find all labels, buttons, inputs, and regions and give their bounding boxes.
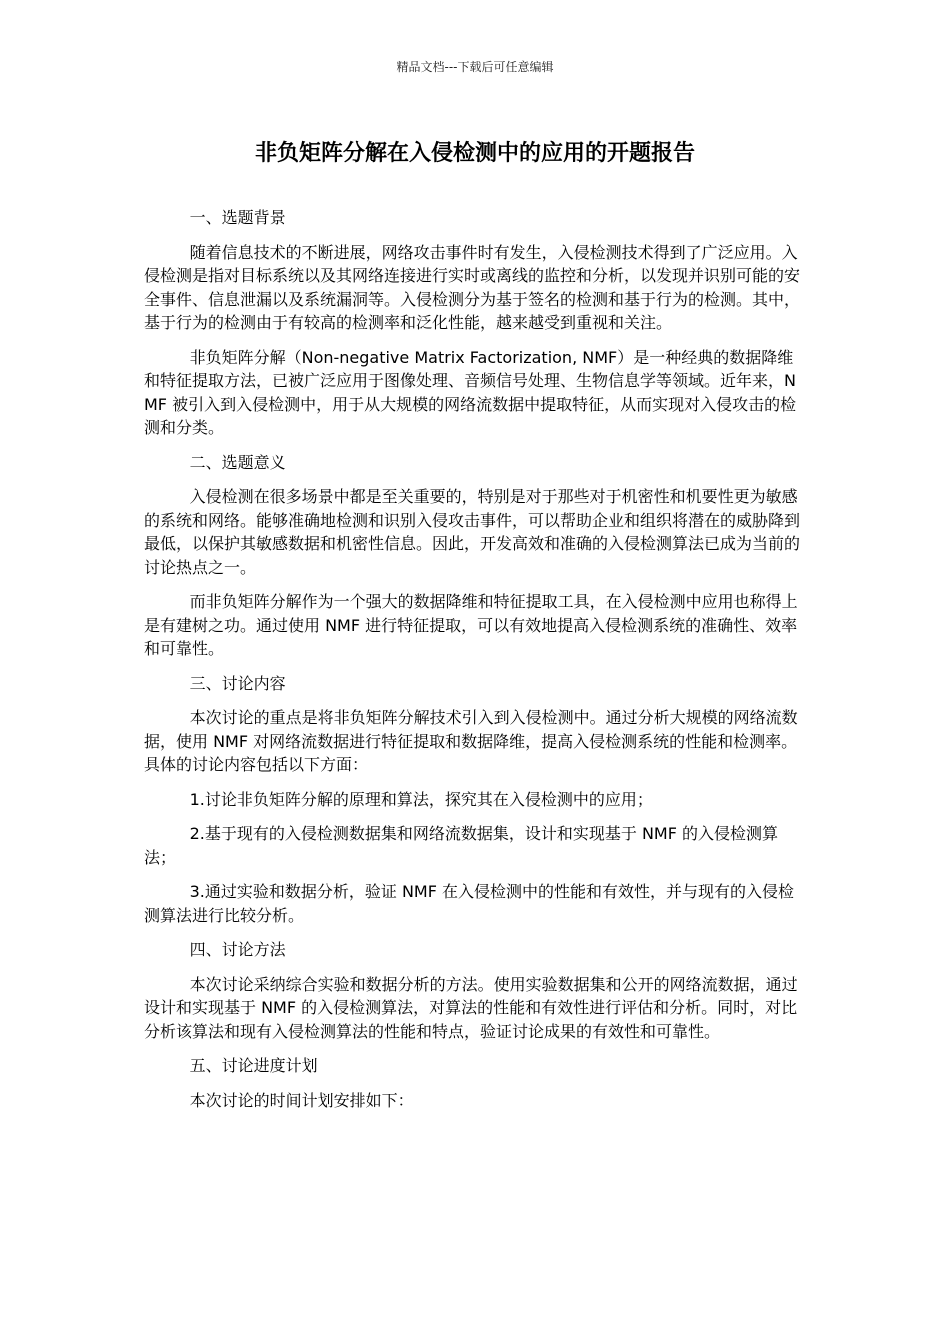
paragraph: 随着信息技术的不断进展，网络攻击事件时有发生，入侵检测技术得到了广泛应用。入侵检测是指对目标系统以及其网络连接进行实时或离线的监控和分析，以发现并识别可能的安全事件、信息泄漏以及系统漏洞等。入侵检测分为基于签名的检测和基于行为的检测。其中，基于行为的检测由于有较高的检测率和泛化性能，越来越受到重视和关注。	[144, 242, 801, 332]
document-body	[144, 206, 808, 1123]
paragraph: 非负矩阵分解（Non-negative Matrix Factorization, NMF）是一种经典的数据降维和特征提取方法，已被广泛应用于图像处理、音频信号处理、生物信息学等领域。近年来，NMF 被引入到入侵检测中，用于从大规模的网络流数据中提取特征，从而实现对入侵攻击的检测和分类。	[144, 347, 797, 437]
list-item: 2.基于现有的入侵检测数据集和网络流数据集，设计和实现基于 NMF 的入侵检测算法；	[144, 824, 779, 867]
section-heading-significance: 二、选题意义	[189, 452, 286, 472]
section-heading-content: 三、讨论内容	[189, 673, 286, 693]
list-item: 1.讨论非负矩阵分解的原理和算法，探究其在入侵检测中的应用；	[189, 789, 653, 809]
paragraph: 本次讨论采纳综合实验和数据分析的方法。使用实验数据集和公开的网络流数据，通过设计和实现基于 NMF 的入侵检测算法，对算法的性能和有效性进行评估和分析。同时，对比分析该算法和现有入侵检测算法的性能和特点，验证讨论成果的有效性和可靠性。	[144, 974, 798, 1041]
paragraph: 而非负矩阵分解作为一个强大的数据降维和特征提取工具，在入侵检测中应用也称得上是有建树之功。通过使用 NMF 进行特征提取，可以有效地提高入侵检测系统的准确性、效率和可靠性。	[144, 592, 798, 658]
section-heading-schedule: 五、讨论进度计划	[189, 1056, 318, 1075]
section-heading-method: 四、讨论方法	[189, 940, 286, 959]
paragraph: 本次讨论的重点是将非负矩阵分解技术引入到入侵检测中。通过分析大规模的网络流数据，使用 NMF 对网络流数据进行特征提取和数据降维，提高入侵检测系统的性能和检测率。具体的讨论内容包括以下方面：	[144, 708, 798, 774]
page-header-note: 精品文档---下载后可任意编辑	[396, 60, 554, 74]
paragraph: 本次讨论的时间计划安排如下：	[189, 1090, 414, 1110]
document-title: 非负矩阵分解在入侵检测中的应用的开题报告	[254, 141, 695, 166]
section-heading-background: 一、选题背景	[189, 208, 286, 227]
list-item: 3.通过实验和数据分析，验证 NMF 在入侵检测中的性能和有效性，并与现有的入侵检测算法进行比较分析。	[144, 882, 795, 925]
paragraph: 入侵检测在很多场景中都是至关重要的，特别是对于那些对于机密性和机要性更为敏感的系统和网络。能够准确地检测和识别入侵攻击事件，可以帮助企业和组织将潜在的威胁降到最低，以保护其敏感数据和机密性信息。因此，开发高效和准确的入侵检测算法已成为当前的讨论热点之一。	[144, 487, 801, 577]
